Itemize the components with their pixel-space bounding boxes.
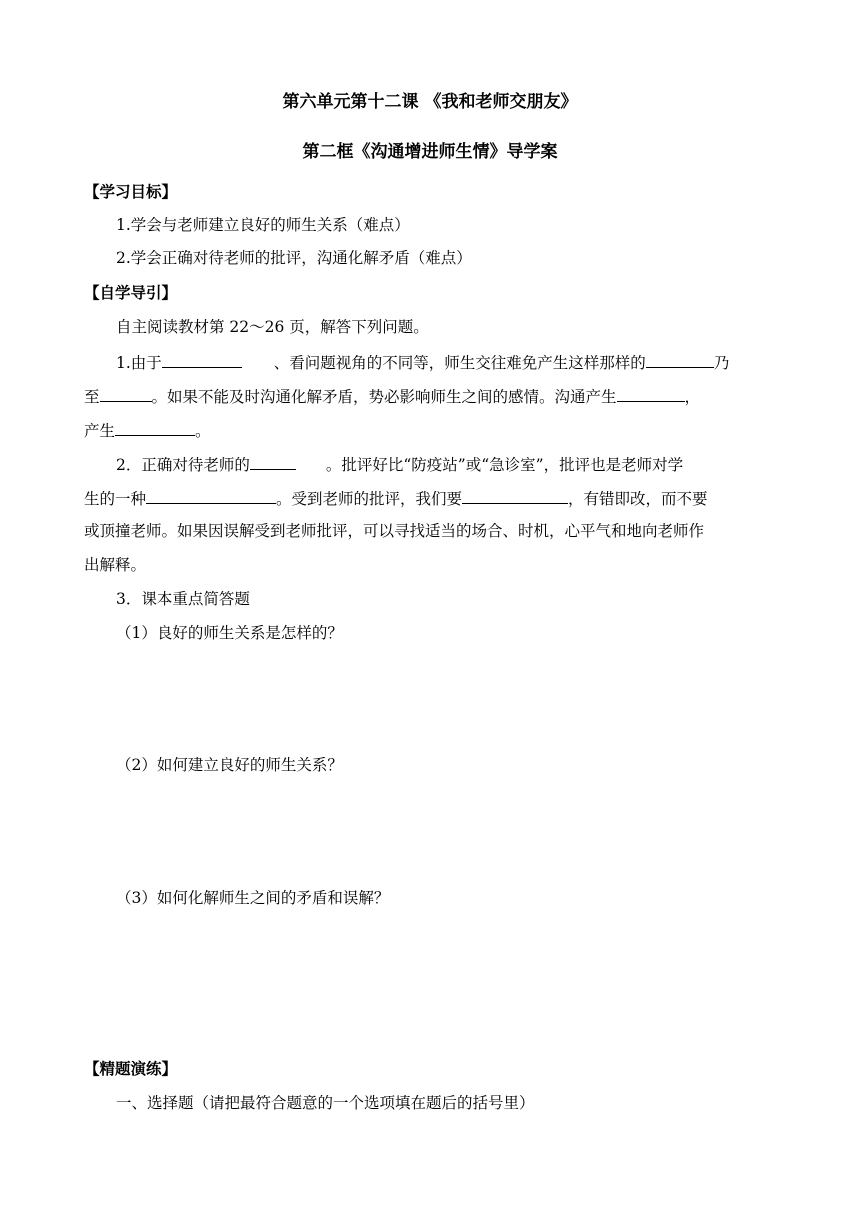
practice-instruction: 一、选择题（请把最符合题意的一个选项填在题后的括号里） xyxy=(116,1094,535,1112)
fill-blank[interactable] xyxy=(100,385,152,402)
fill-blank[interactable] xyxy=(646,351,714,368)
fill-blank[interactable] xyxy=(617,385,685,402)
question-1-line-3: 产生 。 xyxy=(84,419,211,441)
goal-item-1: 1.学会与老师建立良好的师生关系（难点） xyxy=(116,216,410,234)
fill-blank[interactable] xyxy=(146,487,276,504)
self-study-intro: 自主阅读教材第 22～26 页，解答下列问题。 xyxy=(116,318,429,336)
question-3-sub-2: （2）如何建立良好的师生关系？ xyxy=(116,756,343,774)
fill-blank[interactable] xyxy=(115,419,195,436)
question-2-line-1: 2．正确对待老师的 。批评好比“防疫站”或“急诊室”，批评也是老师对学 xyxy=(116,453,806,475)
fill-blank[interactable] xyxy=(162,351,242,368)
question-3-title: 3．课本重点简答题 xyxy=(116,590,250,608)
question-3-sub-1: （1）良好的师生关系是怎样的？ xyxy=(116,624,343,642)
fill-blank[interactable] xyxy=(462,487,568,504)
section-heading-practice: 【精题演练】 xyxy=(84,1059,178,1078)
question-2-line-4: 出解释。 xyxy=(84,556,147,574)
lesson-subtitle: 第二框《沟通增进师生情》导学案 xyxy=(302,142,558,162)
question-1-line-1: 1.由于 、看问题视角的不同等，师生交往难免产生这样那样的 乃 xyxy=(116,351,806,373)
question-3-sub-3: （3）如何化解师生之间的矛盾和误解？ xyxy=(116,889,390,907)
section-heading-goals: 【学习目标】 xyxy=(84,182,178,201)
section-heading-self-study: 【自学导引】 xyxy=(84,283,178,302)
lesson-title: 第六单元第十二课 《我和老师交朋友》 xyxy=(282,92,578,112)
question-2-line-2: 生的一种 。受到老师的批评，我们要 ，有错即改，而不要 xyxy=(84,487,782,509)
question-1-line-2: 至 。如果不能及时沟通化解矛盾，势必影响师生之间的感情。沟通产生 ， xyxy=(84,385,782,407)
fill-blank[interactable] xyxy=(250,453,296,470)
goal-item-2: 2.学会正确对待老师的批评，沟通化解矛盾（难点） xyxy=(116,249,472,267)
question-2-line-3: 或顶撞老师。如果因误解受到老师批评，可以寻找适当的场合、时机，心平气和地向老师作 xyxy=(84,522,705,540)
